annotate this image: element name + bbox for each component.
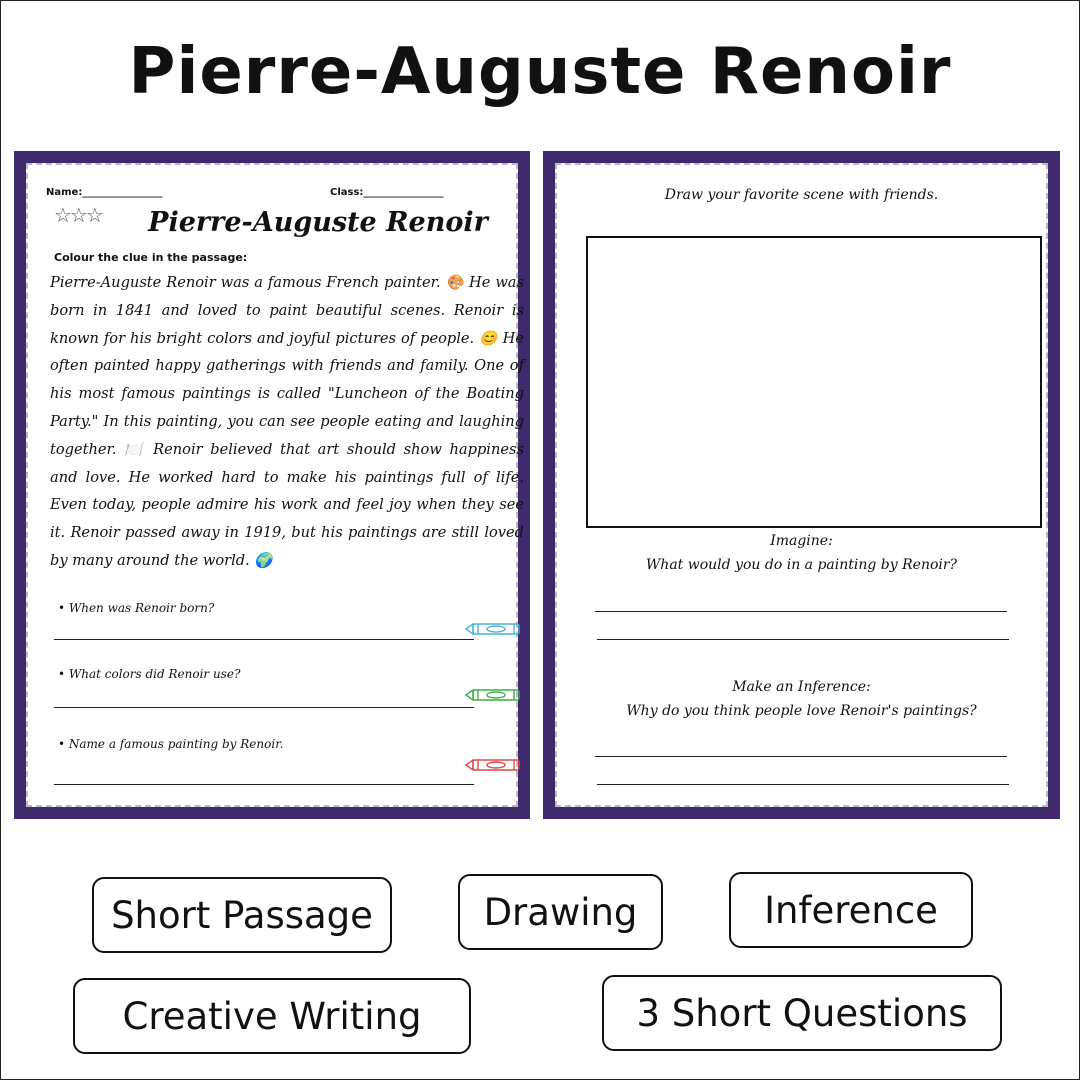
passage-worksheet [14, 151, 530, 819]
imagine-question: What would you do in a painting by Renoir? [645, 557, 958, 573]
question-2: • What colors did Renoir use? [58, 667, 241, 681]
rating-stars-icon: ☆☆☆ [54, 203, 102, 227]
blue-crayon-icon [464, 621, 524, 637]
tag-short-passage: Short Passage [92, 877, 392, 953]
drawing-worksheet [543, 151, 1060, 819]
red-crayon-icon [464, 757, 524, 773]
reading-passage: Pierre-Auguste Renoir was a famous French painter. 🎨 He was born in 1841 and loved to paint beautiful scenes. Renoir is known for his bright colors and joyful pictures of people. 😊 He often painted happy gatherings with friends and family. One of his most famous paintings is called "Luncheon of the Boating Party." In this painting, you can see people eating and laughing together. 🍽️ Renoir believed that art should show happiness and love. He worked hard to make his paintings full of life. Even today, people admire his work and feel joy when they see it. Renoir passed away in 1919, but his paintings are still loved by many around the world. 🌍 [50, 274, 524, 569]
class-field-label: Class:________________ [330, 187, 444, 198]
inference-answer-line-2[interactable] [597, 784, 1009, 785]
question-3: • Name a famous painting by Renoir. [58, 737, 284, 751]
worksheet-title: Pierre-Auguste Renoir [148, 207, 488, 238]
tag-3-short-questions: 3 Short Questions [602, 975, 1002, 1051]
imagine-label: Imagine: [770, 533, 833, 549]
inference-label: Make an Inference: [732, 679, 871, 695]
tag-drawing: Drawing [458, 874, 663, 950]
imagine-answer-line-1[interactable] [595, 611, 1007, 612]
passage-worksheet-page [26, 163, 524, 807]
draw-prompt: Draw your favorite scene with friends. [664, 187, 939, 203]
answer-line-2[interactable] [54, 707, 474, 708]
instruction-text: Colour the clue in the passage: [54, 251, 248, 264]
question-1: • When was Renoir born? [58, 601, 215, 615]
drawing-worksheet-page [555, 163, 1048, 807]
drawing-box[interactable] [586, 236, 1042, 528]
green-crayon-icon [464, 687, 524, 703]
answer-line-3[interactable] [54, 784, 474, 785]
page-title: Pierre-Auguste Renoir [128, 35, 952, 109]
answer-line-1[interactable] [54, 639, 474, 640]
inference-answer-line-1[interactable] [595, 756, 1007, 757]
tag-inference: Inference [729, 872, 973, 948]
inference-question: Why do you think people love Renoir's paintings? [626, 703, 977, 719]
tag-creative-writing: Creative Writing [73, 978, 471, 1054]
imagine-answer-line-2[interactable] [597, 639, 1009, 640]
name-field-label: Name:________________ [46, 187, 163, 198]
